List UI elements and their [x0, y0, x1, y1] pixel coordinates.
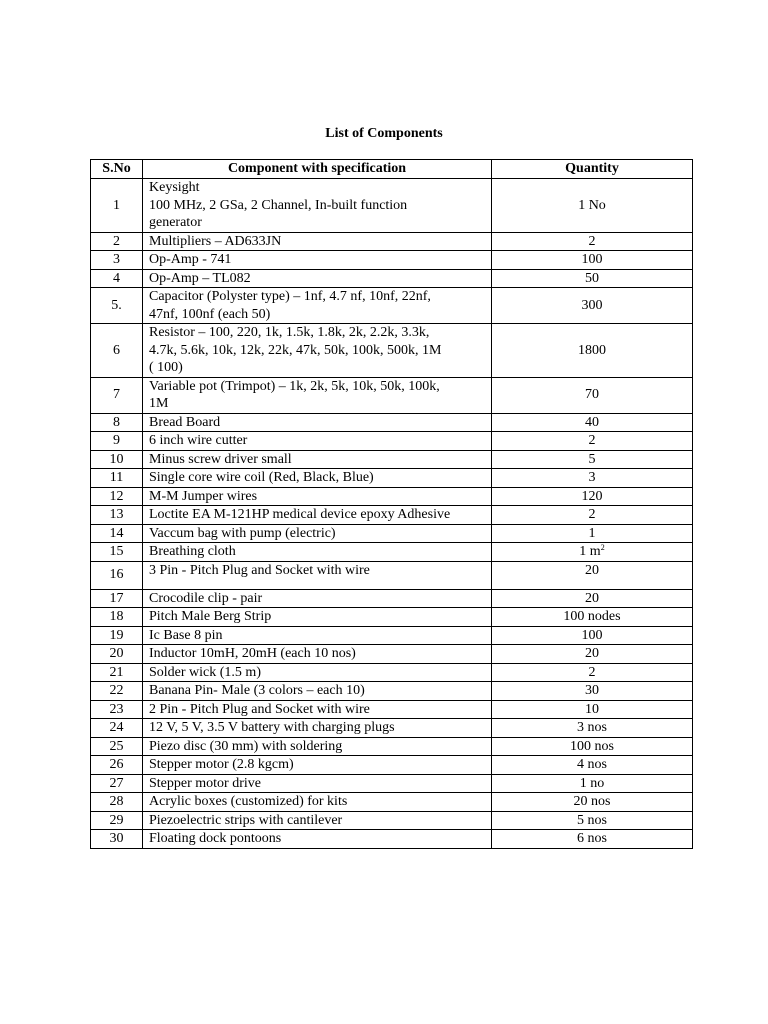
row-component — [143, 524, 492, 543]
table-row — [91, 450, 693, 469]
quantity-value: 5 nos — [577, 812, 607, 828]
row-component — [143, 561, 492, 589]
quantity-value: 100 — [581, 252, 603, 267]
row-sno: 4 — [91, 269, 143, 288]
quantity-value: 1 no — [579, 775, 605, 791]
table-row — [91, 589, 693, 608]
component-text-line: 47nf, 100nf (each 50) — [149, 306, 271, 322]
row-quantity — [492, 830, 693, 849]
table-row — [91, 524, 693, 543]
table-row — [91, 793, 693, 812]
row-quantity — [492, 811, 693, 830]
component-text-line: Pitch Male Berg Strip — [149, 609, 272, 624]
quantity-value: 20 — [585, 590, 599, 606]
component-text-line: Stepper motor (2.8 kgcm) — [149, 757, 294, 772]
quantity-value: 3 nos — [577, 720, 607, 735]
page-title: List of Components — [325, 126, 443, 141]
component-text-line: 3 Pin - Pitch Plug and Socket with wire — [149, 562, 370, 578]
row-sno: 28 — [91, 793, 143, 812]
table-row — [91, 413, 693, 432]
component-text-line: Resistor – 100, 220, 1k, 1.5k, 1.8k, 2k, 2.2k, 3.3k, — [149, 325, 430, 340]
component-text-line: Capacitor (Polyster type) – 1nf, 4.7 nf, 10nf, 22nf, — [149, 289, 431, 304]
row-component — [143, 232, 492, 251]
row-sno: 21 — [91, 663, 143, 682]
row-quantity — [492, 737, 693, 756]
row-sno: 12 — [91, 487, 143, 506]
table-row — [91, 324, 693, 378]
table-row — [91, 469, 693, 488]
row-component — [143, 626, 492, 645]
component-text-line: Inductor 10mH, 20mH (each 10 nos) — [149, 646, 356, 661]
row-sno: 15 — [91, 543, 143, 562]
table-row — [91, 626, 693, 645]
row-quantity — [492, 487, 693, 506]
row-sno: 5. — [91, 288, 143, 324]
component-text-line: ( 100) — [149, 360, 183, 375]
table-row — [91, 608, 693, 627]
row-quantity — [492, 756, 693, 775]
table-row — [91, 774, 693, 793]
table-row — [91, 737, 693, 756]
row-sno: 2 — [91, 232, 143, 251]
table-row — [91, 432, 693, 451]
header-component: Component with specification — [143, 160, 492, 179]
quantity-superscript: 2 — [600, 543, 605, 552]
table-row — [91, 645, 693, 664]
row-quantity — [492, 774, 693, 793]
quantity-value: 2 — [588, 664, 596, 680]
row-sno: 13 — [91, 506, 143, 525]
component-text-line: Piezo disc (30 mm) with soldering — [149, 738, 343, 754]
component-text-line: Variable pot (Trimpot) – 1k, 2k, 5k, 10k, 50k, 100k, — [149, 378, 440, 394]
quantity-value: 2 — [588, 433, 596, 448]
row-quantity — [492, 506, 693, 525]
row-component — [143, 324, 492, 378]
row-quantity — [492, 432, 693, 451]
row-component — [143, 811, 492, 830]
row-quantity — [492, 377, 693, 413]
row-component — [143, 830, 492, 849]
row-component — [143, 288, 492, 324]
quantity-value: 1 No — [578, 197, 606, 213]
row-sno: 20 — [91, 645, 143, 664]
row-sno: 17 — [91, 589, 143, 608]
row-sno: 9 — [91, 432, 143, 451]
quantity-value: 20 nos — [573, 794, 611, 809]
component-text-line: Breathing cloth — [149, 544, 236, 559]
quantity-value: 1 m — [579, 544, 601, 559]
component-text-line: 2 Pin - Pitch Plug and Socket with wire — [149, 701, 370, 717]
component-text-line: Loctite EA M-121HP medical device epoxy Adhesive — [149, 507, 451, 522]
component-text-line: Stepper motor drive — [149, 775, 261, 791]
row-quantity — [492, 626, 693, 645]
quantity-value: 20 — [585, 646, 599, 661]
quantity-value: 1800 — [578, 342, 606, 358]
component-text-line: Piezoelectric strips with cantilever — [149, 812, 343, 828]
table-header-row — [91, 160, 693, 179]
row-sno: 25 — [91, 737, 143, 756]
row-sno: 7 — [91, 377, 143, 413]
component-text-line: M-M Jumper wires — [149, 488, 258, 504]
component-text-line: 100 MHz, 2 GSa, 2 Channel, In-built function — [149, 197, 408, 213]
row-component — [143, 663, 492, 682]
component-text-line: Acrylic boxes (customized) for kits — [149, 794, 348, 809]
row-sno: 27 — [91, 774, 143, 793]
row-component — [143, 450, 492, 469]
quantity-value: 6 nos — [577, 831, 607, 846]
row-quantity — [492, 251, 693, 270]
row-quantity — [492, 269, 693, 288]
row-quantity — [492, 608, 693, 627]
quantity-value: 10 — [585, 701, 599, 717]
table-row — [91, 561, 693, 589]
row-quantity — [492, 719, 693, 738]
row-component — [143, 589, 492, 608]
quantity-value: 3 — [588, 470, 596, 485]
row-quantity — [492, 524, 693, 543]
row-sno: 19 — [91, 626, 143, 645]
row-component — [143, 487, 492, 506]
component-text-line: Single core wire coil (Red, Black, Blue) — [149, 470, 374, 485]
row-quantity — [492, 663, 693, 682]
quantity-value: 100 nodes — [563, 609, 621, 624]
row-sno: 1 — [91, 179, 143, 233]
quantity-value: 100 nos — [570, 738, 614, 754]
table-body — [91, 179, 693, 849]
table-row — [91, 830, 693, 849]
component-text-line: Vaccum bag with pump (electric) — [149, 525, 336, 541]
component-text-line: Multipliers – AD633JN — [149, 233, 282, 249]
component-text-line: 12 V, 5 V, 3.5 V battery with charging plugs — [149, 720, 395, 735]
component-text-line: Crocodile clip - pair — [149, 590, 263, 606]
row-quantity — [492, 469, 693, 488]
row-component — [143, 719, 492, 738]
row-quantity — [492, 700, 693, 719]
row-quantity — [492, 413, 693, 432]
quantity-value: 5 — [588, 451, 596, 467]
quantity-value: 1 — [588, 525, 596, 541]
row-component — [143, 700, 492, 719]
row-quantity — [492, 288, 693, 324]
row-component — [143, 756, 492, 775]
row-component — [143, 793, 492, 812]
row-component — [143, 179, 492, 233]
row-sno: 6 — [91, 324, 143, 378]
component-text-line: Ic Base 8 pin — [149, 627, 223, 643]
row-sno: 30 — [91, 830, 143, 849]
table-row — [91, 179, 693, 233]
quantity-value: 120 — [581, 488, 603, 504]
component-text-line: Op-Amp – TL082 — [149, 270, 251, 286]
row-quantity — [492, 561, 693, 589]
table-row — [91, 288, 693, 324]
row-component — [143, 608, 492, 627]
row-sno: 18 — [91, 608, 143, 627]
row-component — [143, 543, 492, 562]
component-text-line: Minus screw driver small — [149, 451, 292, 467]
component-text-line: Floating dock pontoons — [149, 831, 282, 846]
row-sno: 26 — [91, 756, 143, 775]
row-quantity — [492, 682, 693, 701]
quantity-value: 100 — [581, 627, 603, 643]
row-sno: 10 — [91, 450, 143, 469]
table-row — [91, 506, 693, 525]
table-row — [91, 232, 693, 251]
table-row — [91, 543, 693, 562]
row-quantity — [492, 543, 693, 562]
row-component — [143, 682, 492, 701]
quantity-value: 4 nos — [577, 757, 607, 772]
row-component — [143, 737, 492, 756]
table-row — [91, 756, 693, 775]
row-component — [143, 469, 492, 488]
quantity-value: 300 — [581, 297, 603, 313]
component-text-line: 1M — [149, 396, 169, 411]
header-sno: S.No — [91, 160, 143, 179]
row-component — [143, 413, 492, 432]
row-quantity — [492, 179, 693, 233]
row-sno: 22 — [91, 682, 143, 701]
component-text-line: Bread Board — [149, 414, 221, 430]
row-sno: 29 — [91, 811, 143, 830]
row-sno: 24 — [91, 719, 143, 738]
row-quantity — [492, 450, 693, 469]
row-sno: 23 — [91, 700, 143, 719]
row-component — [143, 269, 492, 288]
quantity-value: 2 — [588, 507, 596, 522]
component-text-line: Op-Amp - 741 — [149, 252, 232, 267]
component-text-line: Solder wick (1.5 m) — [149, 664, 261, 680]
row-sno: 14 — [91, 524, 143, 543]
component-text-line: 4.7k, 5.6k, 10k, 12k, 22k, 47k, 50k, 100k, 500k, 1M — [149, 342, 442, 358]
table-row — [91, 811, 693, 830]
table-row — [91, 663, 693, 682]
row-component — [143, 251, 492, 270]
quantity-value: 2 — [588, 233, 596, 249]
table-row — [91, 269, 693, 288]
row-quantity — [492, 324, 693, 378]
quantity-value: 70 — [585, 387, 599, 403]
table-row — [91, 682, 693, 701]
row-quantity — [492, 645, 693, 664]
row-quantity — [492, 589, 693, 608]
quantity-value: 20 — [585, 562, 599, 578]
component-text-line: 6 inch wire cutter — [149, 433, 248, 448]
components-table — [90, 159, 693, 849]
row-component — [143, 774, 492, 793]
row-sno: 8 — [91, 413, 143, 432]
row-sno: 11 — [91, 469, 143, 488]
quantity-value: 50 — [585, 270, 599, 286]
header-quantity: Quantity — [492, 160, 693, 179]
row-sno: 16 — [91, 561, 143, 589]
row-component — [143, 506, 492, 525]
table-row — [91, 700, 693, 719]
quantity-value: 40 — [585, 414, 599, 430]
row-quantity — [492, 793, 693, 812]
row-component — [143, 645, 492, 664]
row-component — [143, 432, 492, 451]
row-quantity — [492, 232, 693, 251]
table-row — [91, 719, 693, 738]
table-row — [91, 251, 693, 270]
component-text-line: Keysight — [149, 180, 200, 195]
quantity-value: 30 — [585, 683, 599, 698]
row-component — [143, 377, 492, 413]
table-row — [91, 377, 693, 413]
component-text-line: Banana Pin- Male (3 colors – each 10) — [149, 683, 365, 698]
row-sno: 3 — [91, 251, 143, 270]
table-row — [91, 487, 693, 506]
component-text-line: generator — [149, 215, 202, 230]
